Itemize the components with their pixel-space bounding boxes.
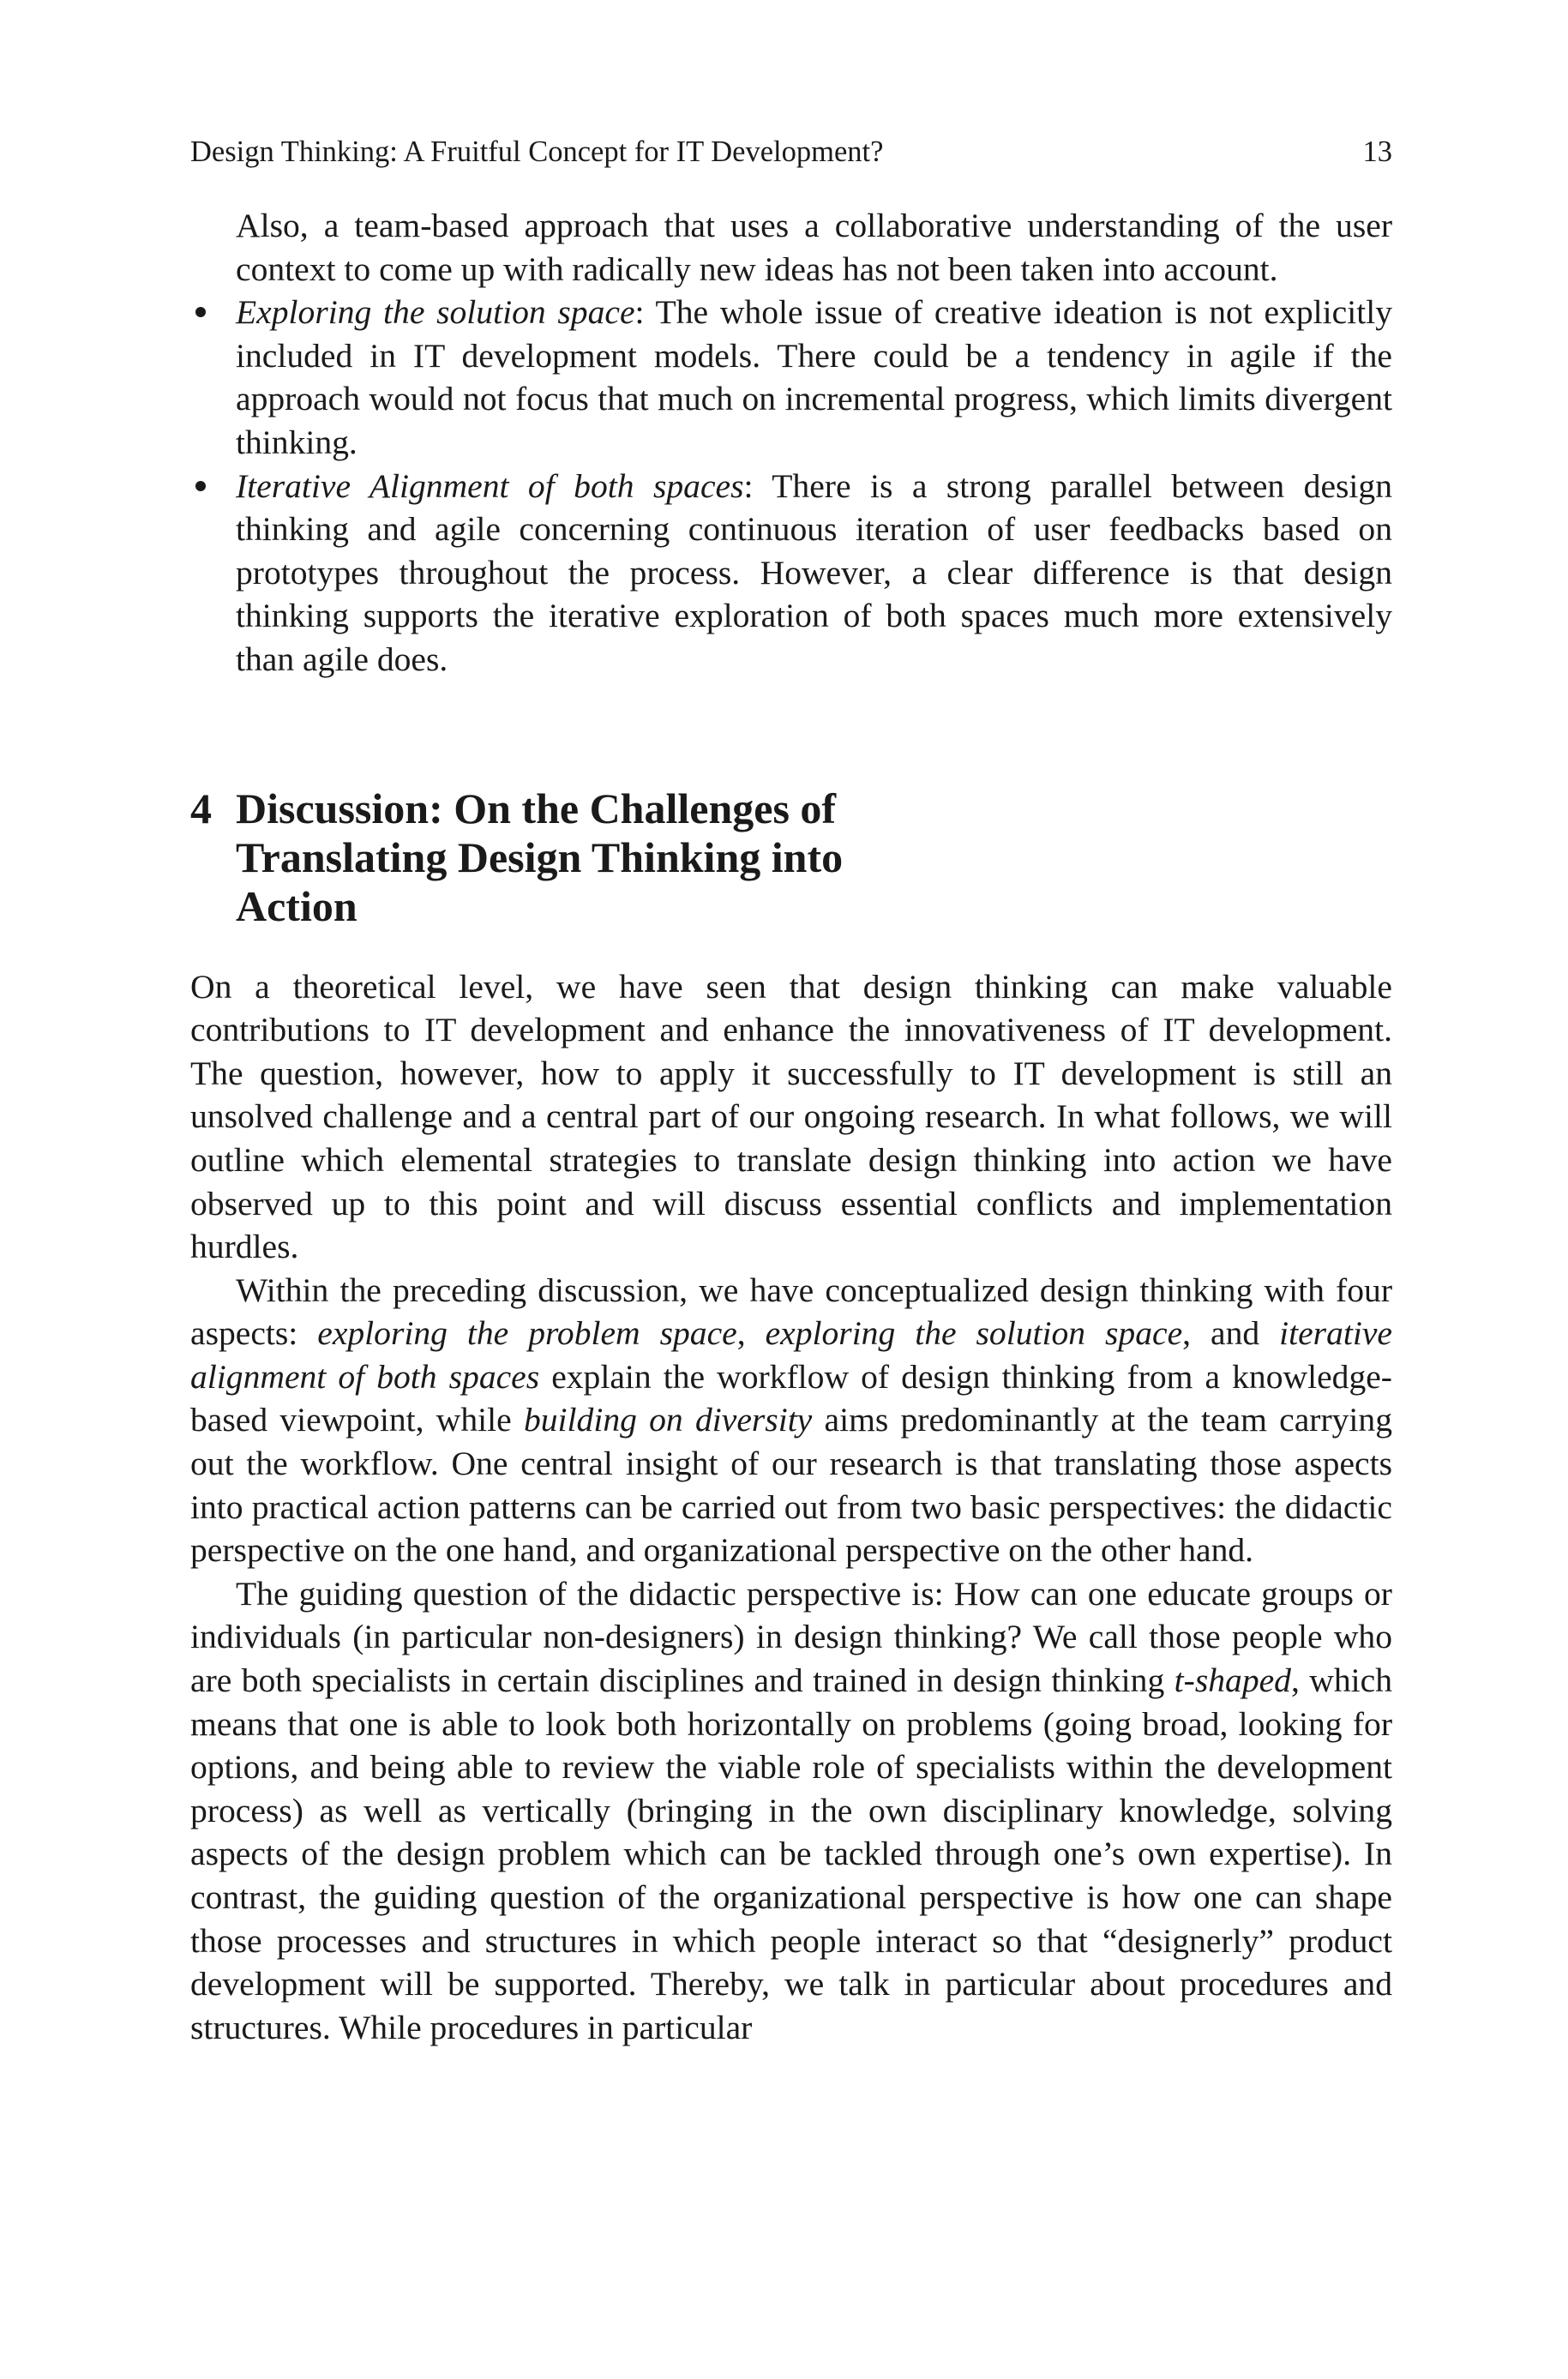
- running-title: Design Thinking: A Fruitful Concept for IT Development?: [190, 135, 884, 168]
- bullet-item: [190, 465, 1392, 682]
- body-text: [190, 204, 1392, 2049]
- page-number: 13: [1362, 135, 1392, 168]
- bullet-list: [190, 291, 1392, 681]
- bullet-dot-icon: [195, 481, 206, 491]
- section-number: 4: [190, 784, 212, 832]
- bullet-continuation: Also, a team-based approach that uses a collaborative understanding of the user context to come up with radically new ideas has not been taken into account.: [236, 207, 1392, 288]
- italic-term: iterative alignment of both spaces: [190, 1314, 1392, 1396]
- paragraph-text: explain the workflow of design thinking from a knowledge-based viewpoint, while: [190, 1357, 1392, 1439]
- paragraph-1: On a theoretical level, we have seen that design thinking can make valuable contributions to IT development and enhance the innovativeness of IT development. The question, however, how to apply it successfully to IT development is still an unsolved challenge and a central part of our ongoing research. In what follows, we will outline which elemental strategies to translate design thinking into action we have observed up to this point and will discuss essential conflicts and implementation hurdles.: [190, 967, 1392, 1266]
- italic-term: t-shaped: [1174, 1661, 1291, 1700]
- paragraph-2: [190, 1269, 1392, 1572]
- paragraph-text: ,: [736, 1314, 766, 1353]
- bullet-term: Exploring the solution space: [236, 293, 635, 332]
- italic-term: exploring the problem space: [317, 1314, 737, 1353]
- section-title: Discussion: On the Challenges of Translating Design Thinking into Action: [236, 784, 844, 930]
- bullet-dot-icon: [195, 307, 206, 317]
- bullet-text: : There is a strong parallel between design thinking and agile concerning continuous iteration of user feedbacks based on prototypes throughout the process. However, a clear difference is that design thinking supports the iterative exploration of both spaces much more extensively than agile does.: [236, 466, 1392, 678]
- paragraph-text: Within the preceding discussion, we have conceptualized design thinking with four aspects:: [190, 1271, 1392, 1353]
- italic-term: exploring the solution space: [765, 1314, 1183, 1353]
- paragraph-text: , and: [1182, 1314, 1280, 1353]
- paragraph-text: The guiding question of the didactic perspective is: How can one educate groups or individuals (in particular non-designers) in design thinking? We call those people who are both specialists in certain disciplines and trained in design thinking: [190, 1574, 1392, 1700]
- paragraph-text: aims predominantly at the team carrying out the workflow. One central insight of our research is that translating those aspects into practical action patterns can be carried out from two basic perspectives: the didactic perspective on the one hand, and organizational perspective on the other hand.: [190, 1401, 1392, 1570]
- section-heading: [190, 784, 1392, 931]
- bullet-term: Iterative Alignment of both spaces: [236, 466, 744, 505]
- italic-term: building on diversity: [523, 1401, 813, 1439]
- running-head: [190, 130, 1392, 173]
- paragraph-3: [190, 1572, 1392, 2050]
- bullet-item: [190, 291, 1392, 464]
- bullet-text: : The whole issue of creative ideation is not explicitly included in IT development models. There could be a tendency in agile if the approach would not focus that much on incremental progress, which limits divergent thinking.: [236, 293, 1392, 461]
- paragraph-text: , which means that one is able to look both horizontally on problems (going broad, looking for options, and being able to review the viable role of specialists within the development process) as well as vertically (bringing in the own disciplinary knowledge, solving aspects of the design problem which can be tackled through one’s own expertise). In contrast, the guiding question of the organizational perspective is how one can shape those processes and structures in which people interact so that “designerly” product development will be supported. Thereby, we talk in particular about procedures and structures. While procedures in particular: [190, 1661, 1392, 2046]
